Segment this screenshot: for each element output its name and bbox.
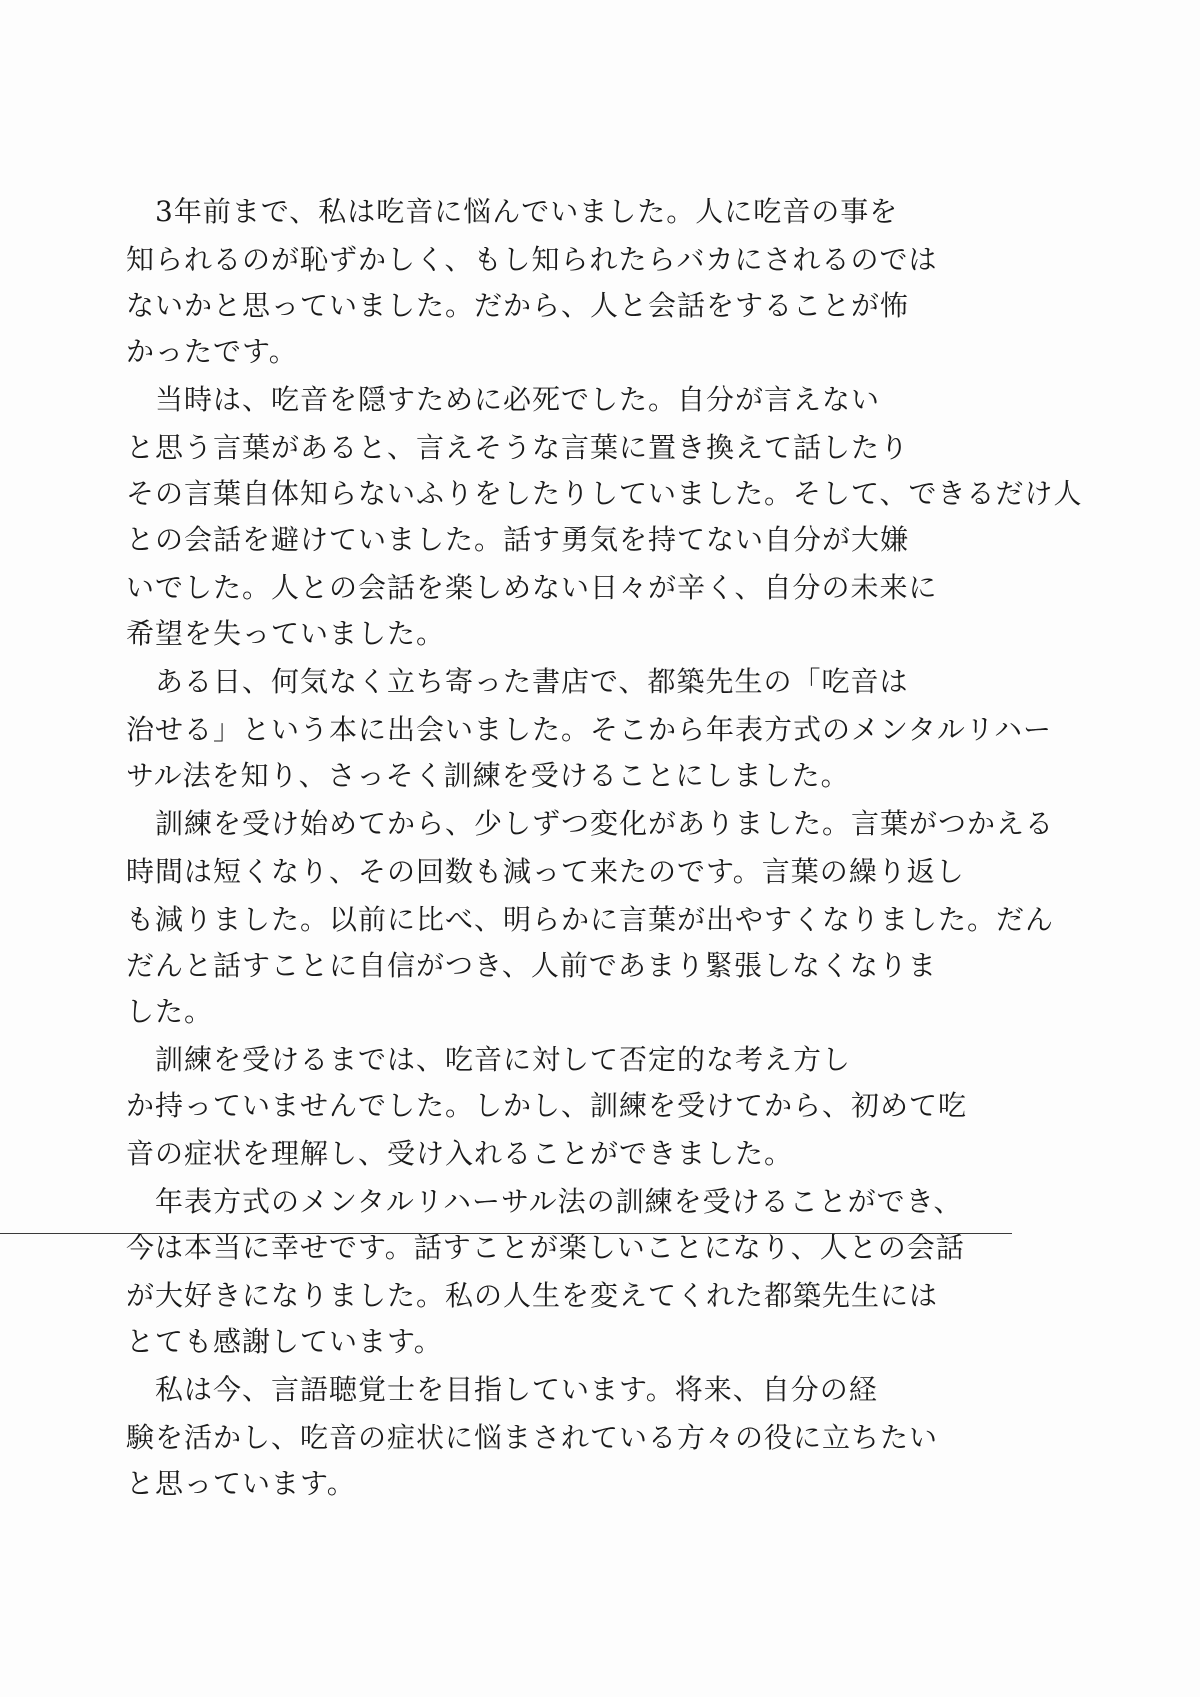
letter-line: その言葉自体知らないふりをしたりしていました。そして、できるだけ人	[126, 477, 1083, 510]
letter-line: との会話を避けていました。話す勇気を持てない自分が大嫌	[126, 523, 910, 556]
letter-line: 私は今、言語聴覚士を目指しています。将来、自分の経	[126, 1373, 878, 1406]
letter-line: 験を活かし、吃音の症状に悩まされている方々の役に立ちたい	[126, 1421, 939, 1454]
letter-line: サル法を知り、さっそく訓練を受けることにしました。	[126, 759, 850, 792]
letter-line: 訓練を受けるまでは、吃音に対して否定的な考え方し	[126, 1043, 852, 1076]
letter-line: と思う言葉があると、言えそうな言葉に置き換えて話したり	[126, 431, 910, 464]
letter-line: かったです。	[126, 335, 298, 368]
letter-line: 知られるのが恥ずかしく、もし知られたらバカにされるのでは	[126, 243, 938, 276]
letter-line: とても感謝しています。	[126, 1325, 443, 1358]
letter-line: も減りました。以前に比べ、明らかに言葉が出やすくなりました。だん	[126, 903, 1055, 936]
letter-line: 希望を失っていました。	[126, 617, 446, 650]
horizontal-rule	[0, 1233, 1012, 1234]
letter-line: 治せる」という本に出会いました。そこから年表方式のメンタルリハー	[126, 713, 1053, 746]
letter-line: 今は本当に幸せです。話すことが楽しいことになり、人との会話	[126, 1231, 965, 1264]
letter-line: した。	[126, 995, 214, 1028]
letter-line: と思っています。	[126, 1467, 356, 1500]
letter-line: ないかと思っていました。だから、人と会話をすることが怖	[126, 289, 910, 322]
letter-line: 当時は、吃音を隠すために必死でした。自分が言えない	[126, 383, 881, 416]
letter-line: 音の症状を理解し、受け入れることができました。	[126, 1137, 794, 1170]
letter-line: だんと話すことに自信がつき、人前であまり緊張しなくなりま	[126, 949, 937, 982]
letter-line: が大好きになりました。私の人生を変えてくれた都築先生には	[126, 1279, 939, 1312]
letter-line: 3年前まで、私は吃音に悩んでいました。人に吃音の事を	[126, 195, 899, 228]
letter-line: ある日、何気なく立ち寄った書店で、都築先生の「吃音は	[126, 665, 909, 698]
letter-line: 年表方式のメンタルリハーサル法の訓練を受けることができ、	[126, 1185, 963, 1218]
letter-line: 訓練を受け始めてから、少しずつ変化がありました。言葉がつかえる	[126, 807, 1055, 840]
letter-line: か持っていませんでした。しかし、訓練を受けてから、初めて吃	[126, 1089, 968, 1122]
letter-line: 時間は短くなり、その回数も減って来たのです。言葉の繰り返し	[126, 855, 965, 888]
letter-line: いでした。人との会話を楽しめない日々が辛く、自分の未来に	[126, 571, 938, 604]
